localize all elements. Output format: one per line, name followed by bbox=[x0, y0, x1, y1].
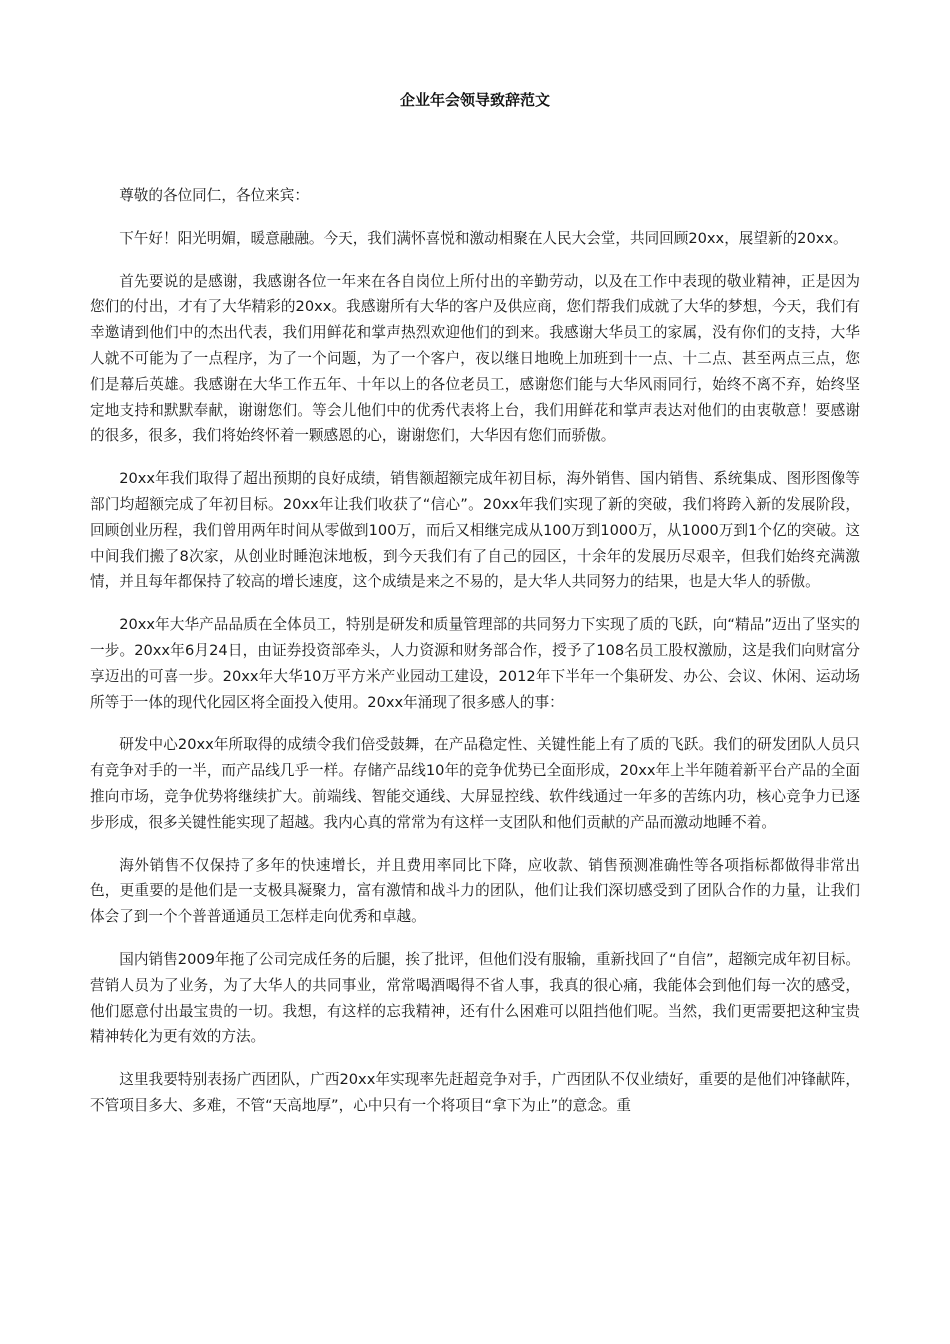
paragraph: 海外销售不仅保持了多年的快速增长，并且费用率同比下降，应收款、销售预测准确性等各项指标都做得非常出色，更重要的是他们是一支极具凝聚力，富有激情和战斗力的团队，他们让我们深切感受到了团队合作的力量，让我们体会了到一个个普普通通员工怎样走向优秀和卓越。 bbox=[90, 856, 860, 926]
document-body bbox=[90, 183, 860, 1136]
paragraph: 下午好！阳光明媚，暖意融融。今天，我们满怀喜悦和激动相聚在人民大会堂，共同回顾20xx，展望新的20xx。 bbox=[119, 229, 848, 247]
paragraph: 这里我要特别表扬广西团队，广西20xx年实现率先赶超竞争对手，广西团队不仅业绩好，重要的是他们冲锋献阵，不管项目多大、多难，不管“天高地厚”，心中只有一个将项目“拿下为止”的意念。重 bbox=[90, 1071, 860, 1114]
paragraph: 首先要说的是感谢，我感谢各位一年来在各自岗位上所付出的辛勤劳动，以及在工作中表现的敬业精神，正是因为您们的付出，才有了大华精彩的20xx。我感谢所有大华的客户及供应商，您们帮我们成就了大华的梦想，今天，我们有幸邀请到他们中的杰出代表，我们用鲜花和掌声热烈欢迎他们的到来。我感谢大华员工的家属，没有你们的支持，大华人就不可能为了一点程序，为了一个问题，为了一个客户，夜以继日地晚上加班到十一点、十二点、甚至两点三点，您们是幕后英雄。我感谢在大华工作五年、十年以上的各位老员工，感谢您们能与大华风雨同行，始终不离不弃，始终坚定地支持和默默奉献，谢谢您们。等会儿他们中的优秀代表将上台，我们用鲜花和掌声表达对他们的由衷敬意！要感谢的很多，很多，我们将始终怀着一颗感恩的心，谢谢您们，大华因有您们而骄傲。 bbox=[90, 272, 860, 445]
paragraph: 国内销售2009年拖了公司完成任务的后腿，挨了批评，但他们没有服输，重新找回了“自信”，超额完成年初目标。营销人员为了业务，为了大华人的共同事业，常常喝酒喝得不省人事，我真的很心痛，我能体会到他们每一次的感受，他们愿意付出最宝贵的一切。我想，有这样的忘我精神，还有什么困难可以阻挡他们呢。当然，我们更需要把这种宝贵精神转化为更有效的方法。 bbox=[90, 950, 860, 1046]
paragraph: 20xx年大华产品品质在全体员工，特别是研发和质量管理部的共同努力下实现了质的飞跃，向“精品”迈出了坚实的一步。20xx年6月24日，由证券投资部牵头，人力资源和财务部合作，授予了108名员工股权激励，这是我们向财富分享迈出的可喜一步。20xx年大华10万平方米产业园动工建设，2012年下半年一个集研发、办公、会议、休闲、运动场所等于一体的现代化园区将全面投入使用。20xx年涌现了很多感人的事： bbox=[90, 616, 860, 711]
document-title: 企业年会领导致辞范文 bbox=[399, 91, 550, 109]
paragraph: 尊敬的各位同仁，各位来宾： bbox=[119, 187, 309, 204]
paragraph: 研发中心20xx年所取得的成绩令我们倍受鼓舞，在产品稳定性、关键性能上有了质的飞跃。我们的研发团队人员只有竞争对手的一半，而产品线几乎一样。存储产品线10年的竞争优势已全面形成，20xx年上半年随着新平台产品的全面推向市场，竞争优势将继续扩大。前端线、智能交通线、大屏显控线、软件线通过一年多的苦练内功，核心竞争力已逐步形成，很多关键性能实现了超越。我内心真的常常为有这样一支团队和他们贡献的产品而激动地睡不着。 bbox=[90, 736, 860, 831]
paragraph: 20xx年我们取得了超出预期的良好成绩，销售额超额完成年初目标，海外销售、国内销售、系统集成、图形图像等部门均超额完成了年初目标。20xx年让我们收获了“信心”。20xx年我们实现了新的突破，我们将跨入新的发展阶段，回顾创业历程，我们曾用两年时间从零做到100万，而后又相继完成从100万到1000万，从1000万到1个亿的突破。这中间我们搬了8次家，从创业时睡泡沫地板，到今天我们有了自己的园区，十余年的发展历尽艰辛，但我们始终充满激情，并且每年都保持了较高的增长速度，这个成绩是来之不易的，是大华人共同努力的结果，也是大华人的骄傲。 bbox=[90, 470, 860, 591]
